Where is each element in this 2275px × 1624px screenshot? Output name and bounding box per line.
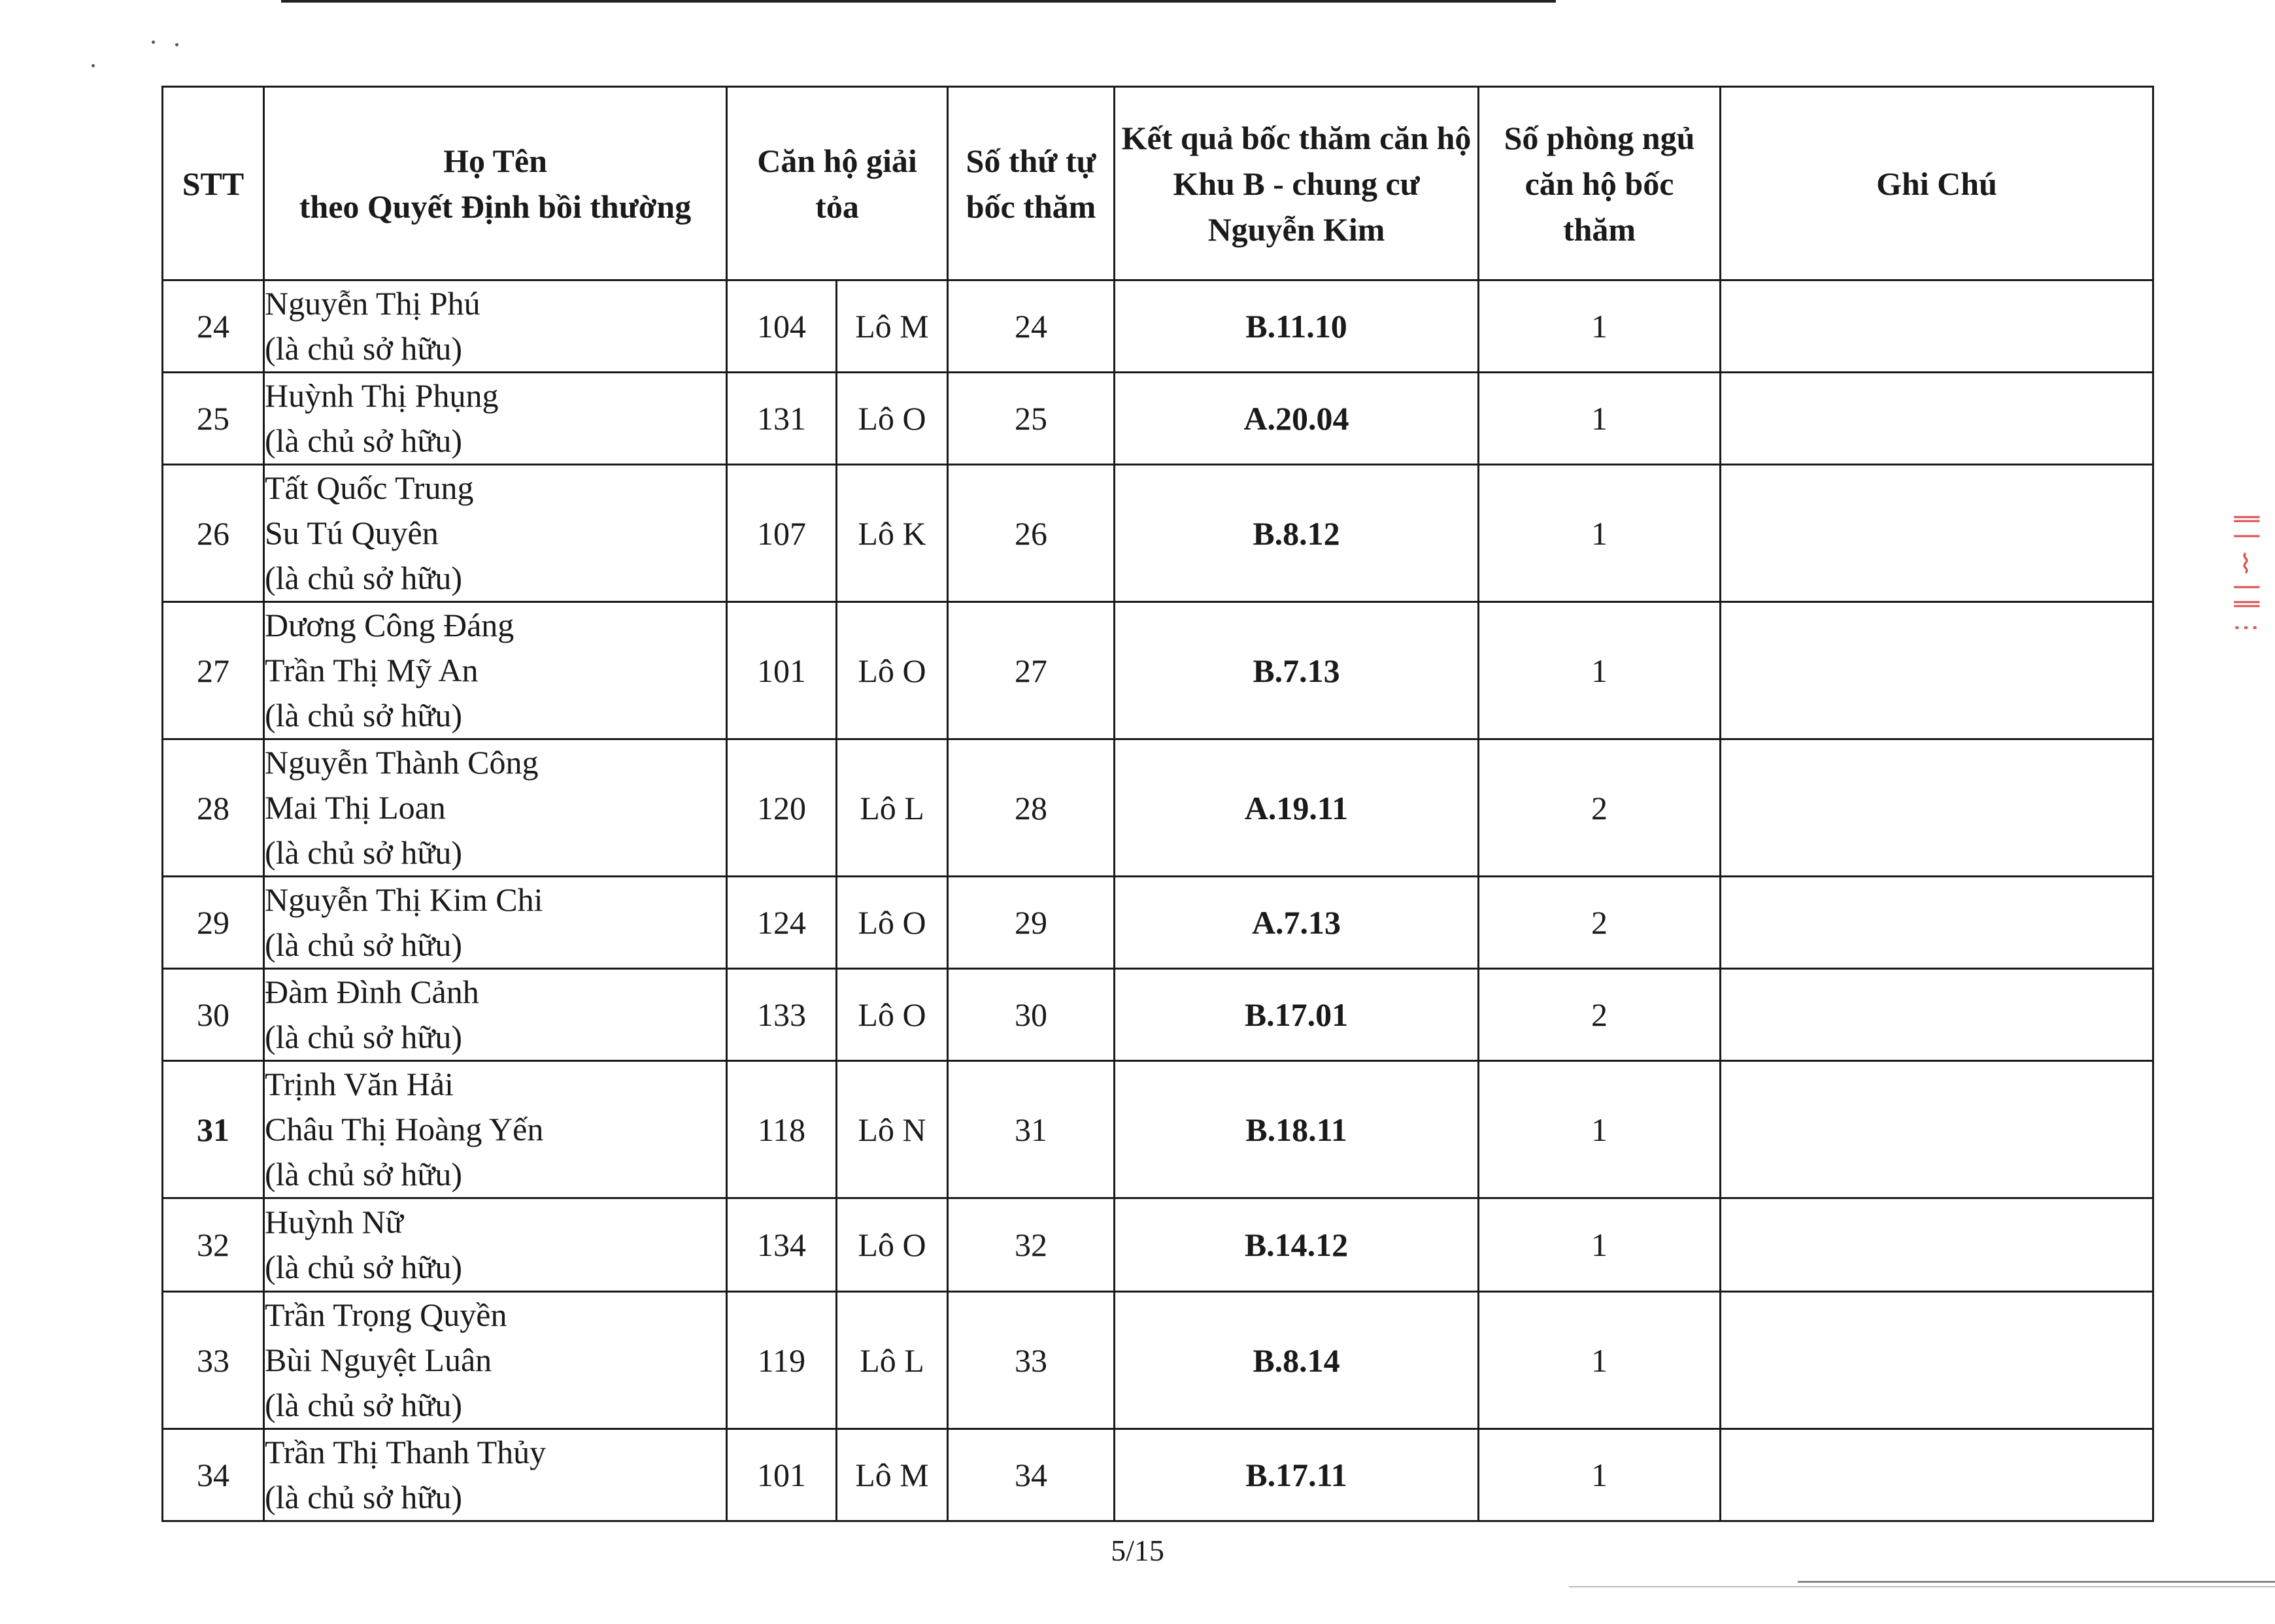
row-lot: Lô O — [837, 602, 948, 739]
row-note — [1721, 465, 2153, 602]
row-draw-order: 29 — [948, 877, 1115, 969]
header-name-line1: Họ Tên — [443, 142, 547, 179]
row-draw-order: 28 — [948, 739, 1115, 877]
row-bedrooms: 2 — [1479, 877, 1721, 969]
row-bedrooms: 2 — [1479, 739, 1721, 877]
row-draw-order: 34 — [948, 1429, 1115, 1521]
row-lot: Lô L — [837, 1292, 948, 1429]
table-row — [163, 1292, 2153, 1429]
row-name-line: Huỳnh Nữ — [265, 1204, 403, 1240]
table-row — [163, 1198, 2153, 1292]
row-result: B.17.11 — [1115, 1429, 1479, 1521]
row-name-line: Đàm Đình Cảnh — [265, 973, 479, 1010]
scan-speck — [92, 64, 95, 67]
row-note — [1721, 739, 2153, 877]
table-row — [163, 1061, 2153, 1198]
table-row — [163, 877, 2153, 969]
table-row — [163, 465, 2153, 602]
header-stt: STT — [163, 87, 264, 280]
row-draw-order: 30 — [948, 969, 1115, 1061]
row-result: B.11.10 — [1115, 280, 1479, 373]
row-result: B.14.12 — [1115, 1198, 1479, 1292]
row-note — [1721, 280, 2153, 373]
row-stt: 34 — [163, 1429, 264, 1521]
row-names — [264, 877, 727, 969]
row-note — [1721, 969, 2153, 1061]
scan-speck — [152, 41, 155, 44]
row-unit-number: 134 — [727, 1198, 837, 1292]
header-bedrooms: Số phòng ngủ căn hộ bốc thăm — [1479, 87, 1721, 280]
row-result: B.8.12 — [1115, 465, 1479, 602]
row-lot: Lô N — [837, 1061, 948, 1198]
scan-edge-bottom-faint — [1569, 1586, 2275, 1587]
row-name-line: Huỳnh Thị Phụng — [265, 377, 499, 414]
row-stt: 30 — [163, 969, 264, 1061]
row-note — [1721, 1292, 2153, 1429]
row-names — [264, 280, 727, 373]
header-note: Ghi Chú — [1721, 87, 2153, 280]
row-name-line: Dương Công Đáng — [265, 607, 514, 643]
row-note — [1721, 1061, 2153, 1198]
row-stt: 32 — [163, 1198, 264, 1292]
row-names — [264, 1198, 727, 1292]
row-result: B.18.11 — [1115, 1061, 1479, 1198]
row-name-line: Trần Thị Mỹ An — [265, 652, 479, 688]
row-unit-number: 131 — [727, 373, 837, 465]
row-name-line: (là chủ sở hữu) — [265, 1019, 463, 1055]
row-note — [1721, 877, 2153, 969]
header-name — [264, 87, 727, 280]
row-stt: 28 — [163, 739, 264, 877]
row-result: A.7.13 — [1115, 877, 1479, 969]
row-result: B.17.01 — [1115, 969, 1479, 1061]
row-draw-order: 25 — [948, 373, 1115, 465]
row-name-line: (là chủ sở hữu) — [265, 1249, 463, 1285]
page-number: 5/15 — [1111, 1534, 1164, 1567]
table-row — [163, 280, 2153, 373]
row-unit-number: 101 — [727, 1429, 837, 1521]
row-unit-number: 104 — [727, 280, 837, 373]
row-bedrooms: 1 — [1479, 602, 1721, 739]
row-note — [1721, 1429, 2153, 1521]
row-name-line: Trần Trọng Quyền — [265, 1296, 507, 1333]
row-lot: Lô O — [837, 1198, 948, 1292]
row-stt: 29 — [163, 877, 264, 969]
row-name-line: Trịnh Văn Hải — [265, 1066, 454, 1102]
row-name-line: Nguyễn Thị Kim Chi — [265, 881, 543, 918]
row-names — [264, 373, 727, 465]
row-lot: Lô L — [837, 739, 948, 877]
row-name-line: (là chủ sở hữu) — [265, 1479, 463, 1515]
row-result: A.19.11 — [1115, 739, 1479, 877]
row-unit-number: 120 — [727, 739, 837, 877]
row-draw-order: 31 — [948, 1061, 1115, 1198]
row-stt: 24 — [163, 280, 264, 373]
row-names — [264, 602, 727, 739]
row-unit-number: 119 — [727, 1292, 837, 1429]
row-lot: Lô K — [837, 465, 948, 602]
row-name-line: (là chủ sở hữu) — [265, 560, 463, 596]
header-unit: Căn hộ giải tỏa — [727, 87, 948, 280]
header-result: Kết quả bốc thăm căn hộ Khu B - chung cư Nguyễn Kim — [1115, 87, 1479, 280]
row-result: B.7.13 — [1115, 602, 1479, 739]
row-name-line: (là chủ sở hữu) — [265, 697, 463, 734]
row-name-line: (là chủ sở hữu) — [265, 422, 463, 459]
row-name-line: Nguyễn Thành Công — [265, 744, 539, 781]
row-unit-number: 118 — [727, 1061, 837, 1198]
row-name-line: Mai Thị Loan — [265, 789, 446, 826]
row-stt: 27 — [163, 602, 264, 739]
row-lot: Lô O — [837, 877, 948, 969]
row-draw-order: 32 — [948, 1198, 1115, 1292]
row-bedrooms: 2 — [1479, 969, 1721, 1061]
row-names — [264, 465, 727, 602]
row-bedrooms: 1 — [1479, 1198, 1721, 1292]
row-name-line: (là chủ sở hữu) — [265, 1156, 463, 1193]
scan-edge-top — [281, 0, 1556, 3]
scan-edge-bottom — [1798, 1581, 2275, 1583]
row-stt: 33 — [163, 1292, 264, 1429]
row-bedrooms: 1 — [1479, 1061, 1721, 1198]
row-stt: 31 — [163, 1061, 264, 1198]
row-result: B.8.14 — [1115, 1292, 1479, 1429]
row-unit-number: 124 — [727, 877, 837, 969]
row-lot: Lô M — [837, 280, 948, 373]
table-row — [163, 602, 2153, 739]
row-stt: 26 — [163, 465, 264, 602]
row-names — [264, 739, 727, 877]
row-unit-number: 133 — [727, 969, 837, 1061]
header-draw-order: Số thứ tự bốc thăm — [948, 87, 1115, 280]
table-header-row — [163, 87, 2153, 280]
table-row — [163, 739, 2153, 877]
row-name-line: Trần Thị Thanh Thủy — [265, 1434, 547, 1470]
row-note — [1721, 1198, 2153, 1292]
row-name-line: Tất Quốc Trung — [265, 469, 474, 506]
table-row — [163, 1429, 2153, 1521]
row-draw-order: 27 — [948, 602, 1115, 739]
row-result: A.20.04 — [1115, 373, 1479, 465]
row-bedrooms: 1 — [1479, 280, 1721, 373]
row-names — [264, 969, 727, 1061]
red-margin-stamp: ⋮∥∣⌇∣∥ — [2231, 509, 2261, 641]
row-names — [264, 1061, 727, 1198]
row-name-line: Nguyễn Thị Phú — [265, 285, 480, 322]
row-names — [264, 1429, 727, 1521]
scan-speck — [175, 43, 178, 46]
row-name-line: Su Tú Quyên — [265, 515, 439, 551]
header-name-line2: theo Quyết Định bồi thường — [299, 188, 692, 225]
row-name-line: (là chủ sở hữu) — [265, 926, 463, 963]
row-names — [264, 1292, 727, 1429]
row-draw-order: 24 — [948, 280, 1115, 373]
row-unit-number: 107 — [727, 465, 837, 602]
row-name-line: (là chủ sở hữu) — [265, 330, 463, 367]
row-note — [1721, 373, 2153, 465]
lottery-results-table — [161, 86, 2154, 1522]
row-name-line: (là chủ sở hữu) — [265, 1387, 463, 1423]
row-lot: Lô M — [837, 1429, 948, 1521]
row-draw-order: 33 — [948, 1292, 1115, 1429]
row-bedrooms: 1 — [1479, 1429, 1721, 1521]
row-draw-order: 26 — [948, 465, 1115, 602]
row-bedrooms: 1 — [1479, 1292, 1721, 1429]
row-bedrooms: 1 — [1479, 465, 1721, 602]
row-lot: Lô O — [837, 373, 948, 465]
row-bedrooms: 1 — [1479, 373, 1721, 465]
row-stt: 25 — [163, 373, 264, 465]
row-lot: Lô O — [837, 969, 948, 1061]
table-row — [163, 969, 2153, 1061]
row-name-line: (là chủ sở hữu) — [265, 834, 463, 871]
row-name-line: Bùi Nguyệt Luân — [265, 1342, 492, 1378]
row-unit-number: 101 — [727, 602, 837, 739]
table-row — [163, 373, 2153, 465]
row-name-line: Châu Thị Hoàng Yến — [265, 1111, 544, 1147]
row-note — [1721, 602, 2153, 739]
